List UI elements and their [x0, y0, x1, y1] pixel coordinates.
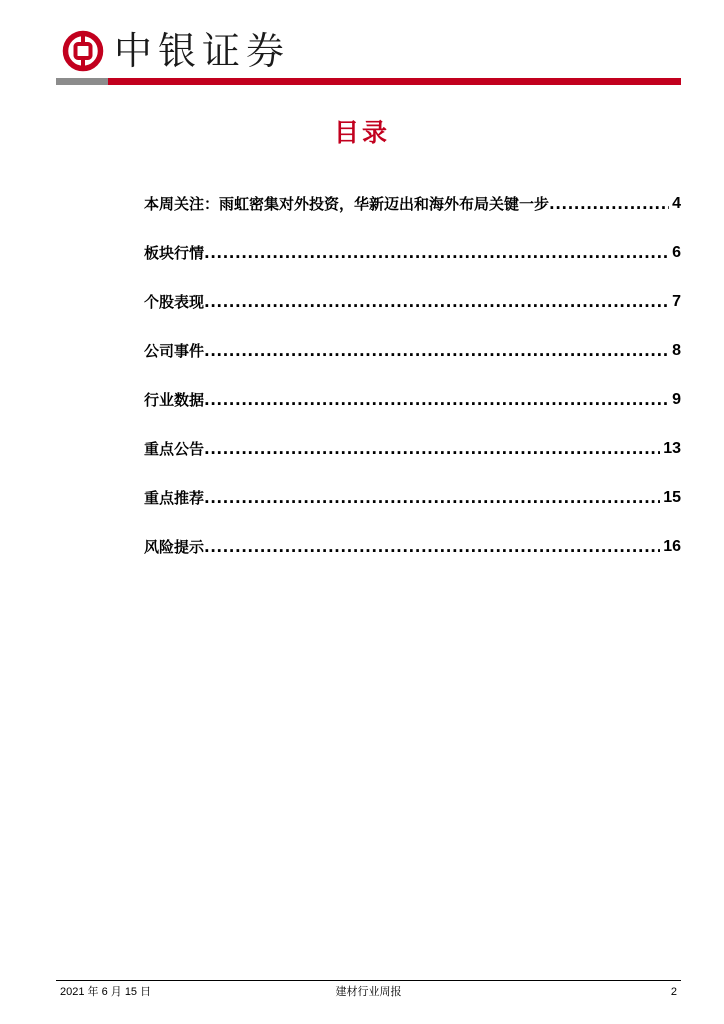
toc-entry-label: 个股表现 [144, 293, 205, 311]
toc-entry-label: 风险提示 [144, 538, 205, 556]
toc-leader-dots [204, 436, 660, 462]
toc-leader-dots [204, 485, 660, 511]
toc-entry-page: 13 [663, 440, 681, 457]
table-of-contents [144, 168, 681, 560]
toc-entry-label: 公司事件 [144, 342, 205, 360]
header-rule-red [108, 78, 681, 85]
toc-entry[interactable] [144, 168, 681, 217]
toc-entry-label: 本周关注：雨虹密集对外投资，华新迈出和海外布局关键一步 [144, 195, 550, 213]
toc-entry[interactable] [144, 364, 681, 413]
footer-page-number: 2 [670, 986, 677, 998]
toc-entry-label: 板块行情 [144, 244, 205, 262]
toc-entry-page: 8 [672, 342, 681, 359]
toc-entry-page: 15 [663, 489, 681, 506]
bank-of-china-logo-icon [62, 30, 104, 72]
toc-leader-dots [204, 338, 669, 364]
page-header [0, 0, 724, 90]
page-footer [56, 983, 681, 1001]
toc-title: 目录 [333, 118, 390, 147]
toc-entry-label: 重点推荐 [144, 489, 205, 507]
toc-leader-dots [549, 191, 669, 217]
footer-report-name: 建材行业周报 [335, 985, 402, 998]
toc-entry-label: 重点公告 [144, 440, 205, 458]
toc-leader-dots [204, 534, 660, 560]
toc-entry-page: 6 [672, 244, 681, 261]
toc-entry-page: 4 [672, 195, 681, 212]
toc-entry-page: 16 [663, 538, 681, 555]
header-rule-gray [56, 78, 108, 85]
toc-entry-page: 7 [672, 293, 681, 310]
toc-entry[interactable] [144, 462, 681, 511]
toc-entry[interactable] [144, 315, 681, 364]
toc-leader-dots [204, 289, 669, 315]
toc-entry-label: 行业数据 [144, 391, 205, 409]
footer-date: 2021 年 6 月 15 日 [60, 986, 152, 998]
toc-entry-page: 9 [672, 391, 681, 408]
toc-entry[interactable] [144, 266, 681, 315]
toc-entry[interactable] [144, 511, 681, 560]
toc-leader-dots [204, 240, 669, 266]
footer-rule [56, 980, 681, 981]
toc-entry[interactable] [144, 217, 681, 266]
brand-name: 中银证券 [114, 29, 291, 73]
toc-leader-dots [204, 387, 669, 413]
toc-entry[interactable] [144, 413, 681, 462]
